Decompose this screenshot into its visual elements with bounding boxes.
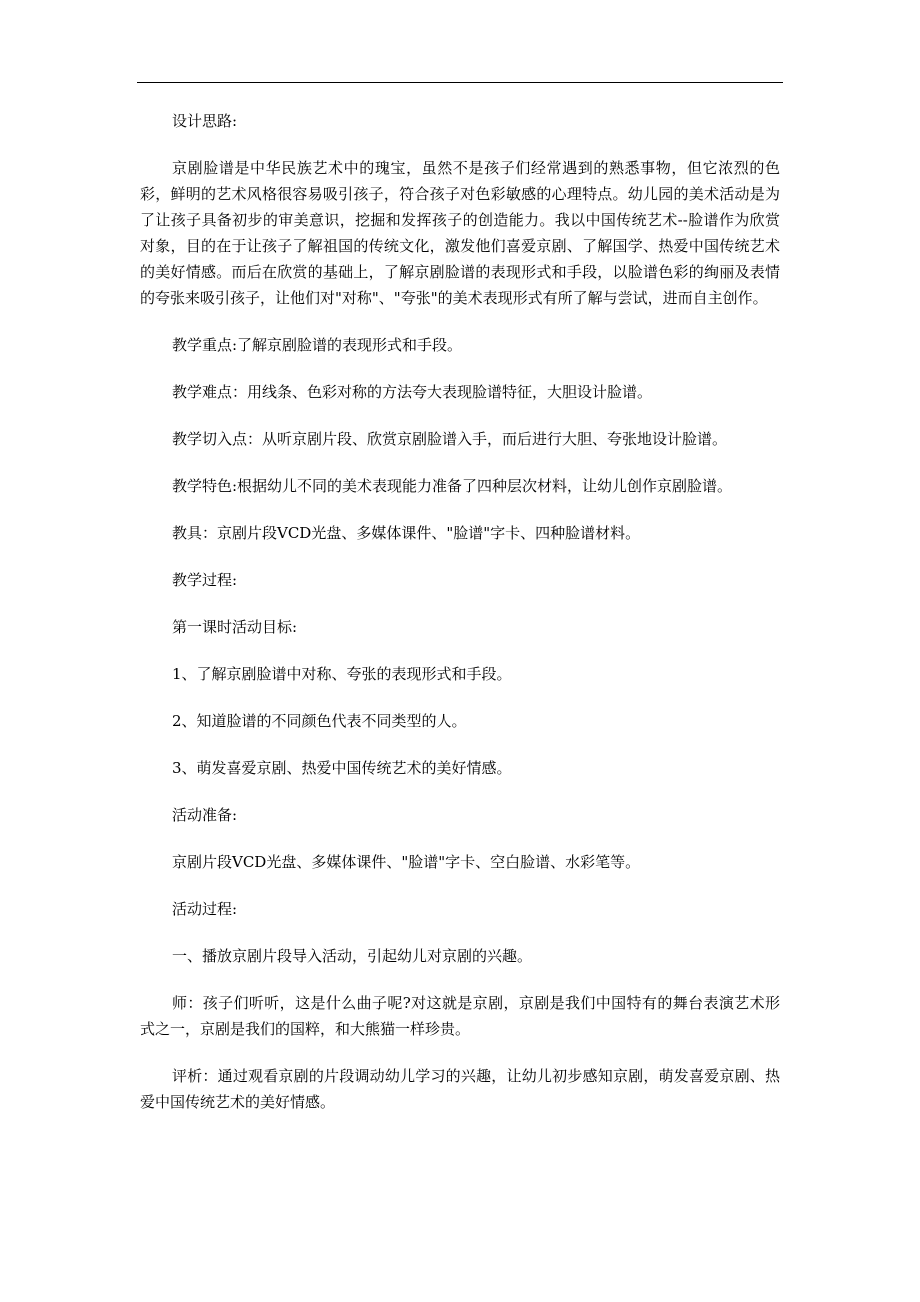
goal-item-2: 2、知道脸谱的不同颜色代表不同类型的人。 — [172, 712, 467, 730]
teaching-aids: 教具：京剧片段VCD光盘、多媒体课件、"脸谱"字卡、四种脸谱材料。 — [172, 524, 641, 542]
heading-activity-process: 活动过程: — [172, 900, 238, 918]
header-rule — [137, 82, 783, 83]
teaching-focus: 教学重点:了解京剧脸谱的表现形式和手段。 — [172, 336, 463, 354]
heading-teaching-process: 教学过程: — [172, 571, 238, 589]
heading-activity-prep: 活动准备: — [172, 806, 238, 824]
document-body — [140, 108, 780, 1115]
teaching-entry-point: 教学切入点：从听京剧片段、欣赏京剧脸谱入手，而后进行大胆、夸张地设计脸谱。 — [172, 430, 728, 448]
goal-item-1: 1、了解京剧脸谱中对称、夸张的表现形式和手段。 — [172, 665, 512, 683]
heading-design-idea: 设计思路: — [172, 112, 238, 130]
teaching-feature: 教学特色:根据幼儿不同的美术表现能力准备了四种层次材料，让幼儿创作京剧脸谱。 — [172, 477, 733, 495]
teacher-dialogue: 师：孩子们听听，这是什么曲子呢?对这就是京剧，京剧是我们中国特有的舞台表演艺术形式之一，京剧是我们的国粹，和大熊猫一样珍贵。 — [140, 994, 780, 1038]
teaching-difficulty: 教学难点：用线条、色彩对称的方法夸大表现脸谱特征，大胆设计脸谱。 — [172, 383, 653, 401]
heading-lesson-goals: 第一课时活动目标: — [172, 618, 298, 636]
process-step-1: 一、播放京剧片段导入活动，引起幼儿对京剧的兴趣。 — [172, 947, 533, 965]
goal-item-3: 3、萌发喜爱京剧、热爱中国传统艺术的美好情感。 — [172, 759, 512, 777]
paragraph-design-idea: 京剧脸谱是中华民族艺术中的瑰宝，虽然不是孩子们经常遇到的熟悉事物，但它浓烈的色彩，鲜明的艺术风格很容易吸引孩子，符合孩子对色彩敏感的心理特点。幼儿园的美术活动是为了让孩子具备初步的审美意识，挖掘和发挥孩子的创造能力。我以中国传统艺术--脸谱作为欣赏对象，目的在于让孩子了解祖国的传统文化，激发他们喜爱京剧、了解国学、热爱中国传统艺术的美好情感。而后在欣赏的基础上，了解京剧脸谱的表现形式和手段，以脸谱色彩的绚丽及表情的夸张来吸引孩子，让他们对"对称"、"夸张"的美术表现形式有所了解与尝试，进而自主创作。 — [140, 159, 780, 307]
commentary: 评析：通过观看京剧的片段调动幼儿学习的兴趣，让幼儿初步感知京剧，萌发喜爱京剧、热爱中国传统艺术的美好情感。 — [140, 1067, 780, 1111]
activity-prep-materials: 京剧片段VCD光盘、多媒体课件、"脸谱"字卡、空白脸谱、水彩笔等。 — [172, 853, 641, 871]
